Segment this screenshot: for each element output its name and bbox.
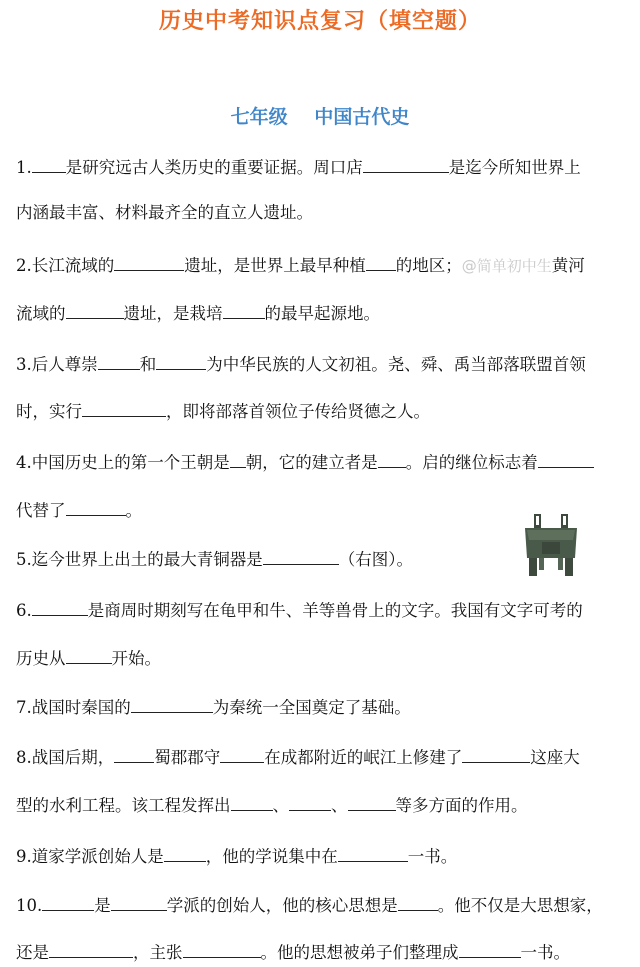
q8-text: 、	[272, 796, 289, 815]
answer-blank	[289, 792, 331, 811]
q4-text: 。启的继位标志着	[405, 453, 538, 472]
question-6-line-1	[16, 597, 628, 623]
answer-blank	[223, 300, 265, 319]
answer-blank	[49, 939, 133, 958]
answer-blank	[82, 398, 166, 417]
q3-text: 为中华民族的人文初祖。尧、舜、禹当部落联盟首领	[206, 355, 586, 374]
question-2-line-1	[16, 252, 628, 278]
q8-text: 、	[331, 796, 348, 815]
q10-text: 一书。	[520, 943, 570, 962]
q7-text: 7.战国时秦国的	[16, 698, 131, 717]
answer-blank	[66, 497, 126, 516]
q10-text: ，主张	[133, 943, 183, 962]
q8-text: 8.战国后期，	[16, 748, 115, 767]
answer-blank	[66, 645, 112, 664]
answer-blank	[156, 351, 206, 370]
question-6-line-2	[16, 645, 628, 671]
q2-text: 遗址，是栽培	[123, 304, 223, 323]
q2-text: 流域的	[16, 304, 66, 323]
q1-text: 是研究远古人类历史的重要证据。周口店	[65, 158, 363, 177]
q6-text: 6.	[16, 601, 32, 620]
q6-text: 开始。	[111, 649, 161, 668]
section-heading	[0, 102, 640, 129]
question-10-line-1	[16, 892, 628, 918]
question-5-line-1	[16, 546, 628, 572]
q8-text: 等多方面的作用。	[395, 796, 528, 815]
q3-text: 和	[139, 355, 157, 374]
watermark: @简单初中生	[461, 257, 552, 275]
answer-blank	[32, 597, 88, 616]
q3-text: 时，实行	[16, 402, 82, 421]
q4-text: 4.中国历史上的第一个王朝是	[16, 453, 230, 472]
answer-blank	[42, 892, 94, 911]
q10-text: 。他的思想被弟子们整理成	[260, 943, 459, 962]
q10-text: 还是	[16, 943, 49, 962]
question-3-line-2	[16, 398, 628, 424]
answer-blank	[231, 792, 273, 811]
q3-text: 3.后人尊崇	[16, 355, 98, 374]
topic-label: 中国古代史	[314, 106, 410, 128]
answer-blank	[398, 892, 438, 911]
q5-text: （右图）。	[338, 550, 413, 569]
answer-blank	[183, 939, 261, 958]
q8-text: 蜀郡郡守	[154, 748, 221, 767]
answer-blank	[462, 744, 530, 763]
q7-text: 为秦统一全国奠定了基础。	[212, 698, 411, 717]
q4-text: 。	[125, 501, 142, 520]
answer-blank	[131, 694, 213, 713]
q2-text: 的最早起源地。	[264, 304, 380, 323]
answer-blank	[363, 154, 449, 173]
question-8-line-2	[16, 792, 628, 818]
answer-blank	[378, 449, 406, 468]
answer-blank	[32, 154, 66, 173]
answer-blank	[338, 843, 408, 862]
answer-blank	[66, 300, 124, 319]
q9-text: 9.道家学派创始人是	[16, 847, 164, 866]
q6-text: 历史从	[16, 649, 66, 668]
q4-text: 朝，它的建立者是	[245, 453, 378, 472]
q8-text: 在成都附近的岷江上修建了	[264, 748, 463, 767]
q2-text: 遗址，是世界上最早种植	[184, 256, 366, 275]
q5-text: 5.迄今世界上出土的最大青铜器是	[16, 550, 263, 569]
answer-blank	[348, 792, 396, 811]
question-4-line-1	[16, 449, 628, 475]
q1-text: 1.	[16, 158, 32, 177]
answer-blank	[98, 351, 140, 370]
grade-label: 七年级	[230, 106, 288, 128]
q9-text: 一书。	[407, 847, 458, 866]
question-2-line-2	[16, 300, 628, 326]
q1-text: 是迄今所知世界上	[448, 158, 581, 177]
q10-text: 是	[94, 896, 111, 915]
q8-text: 型的水利工程。该工程发挥出	[16, 796, 231, 815]
question-10-line-2	[16, 939, 628, 965]
answer-blank	[459, 939, 521, 958]
question-1-line-1	[16, 154, 628, 180]
q3-text: ，即将部落首领位子传给贤德之人。	[166, 402, 430, 421]
q10-text: 10.	[16, 896, 43, 915]
question-9-line-1	[16, 843, 628, 869]
answer-blank	[164, 843, 206, 862]
answer-blank	[220, 744, 264, 763]
q2-text: 的地区；	[395, 256, 462, 275]
question-7-line-1	[16, 694, 628, 720]
q4-text: 代替了	[16, 501, 66, 520]
q6-text: 是商周时期刻写在龟甲和牛、羊等兽骨上的文字。我国有文字可考的	[87, 601, 583, 620]
q1-text: 内涵最丰富、材料最齐全的直立人遗址。	[16, 203, 313, 222]
question-8-line-1	[16, 744, 628, 770]
answer-blank	[263, 546, 339, 565]
answer-blank	[111, 892, 167, 911]
answer-blank	[366, 252, 396, 271]
question-3-line-1	[16, 351, 628, 377]
answer-blank	[114, 744, 154, 763]
q10-text: 学派的创始人，他的核心思想是	[166, 896, 398, 915]
q2-text: 2.长江流域的	[16, 256, 115, 275]
question-1-line-2	[16, 201, 628, 225]
q9-text: ，他的学说集中在	[205, 847, 338, 866]
page-title: 历史中考知识点复习（填空题）	[158, 9, 481, 34]
q10-text: 。他不仅是大思想家，	[437, 896, 603, 915]
answer-blank	[538, 449, 594, 468]
answer-blank	[230, 449, 246, 468]
q2-text: 黄河	[551, 256, 585, 275]
q8-text: 这座大	[530, 748, 580, 767]
answer-blank	[114, 252, 184, 271]
